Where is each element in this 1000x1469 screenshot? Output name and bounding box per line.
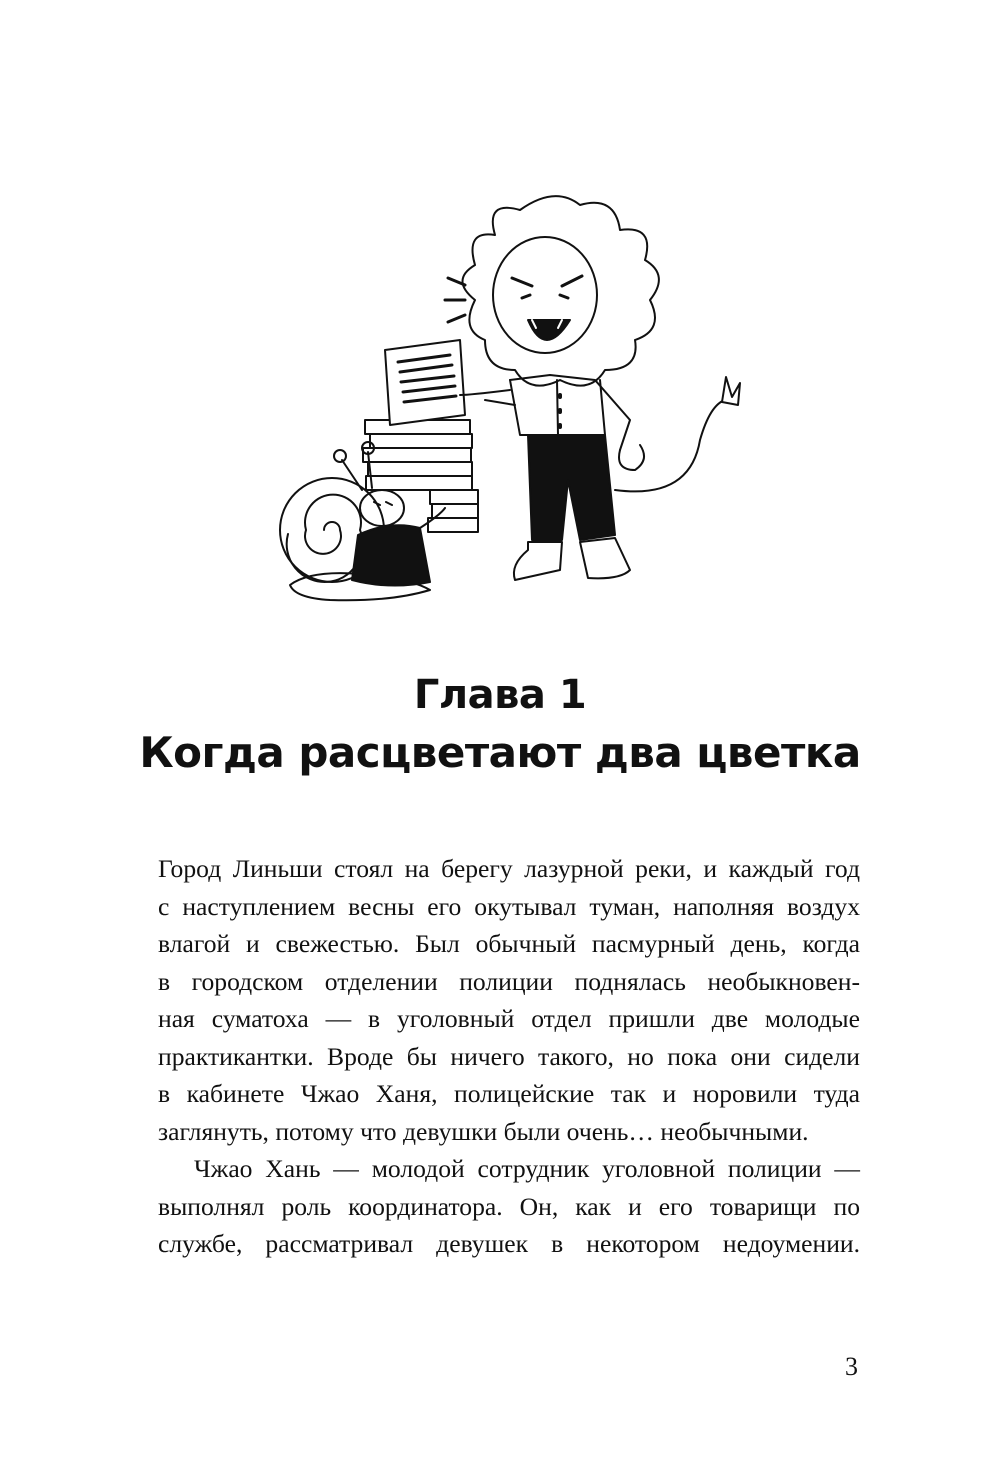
- text-line: ная суматоха — в уголовный отдел пришли две молодые: [158, 1004, 860, 1033]
- chapter-title: Когда расцветают два цветка: [139, 728, 861, 777]
- paragraph: [158, 1150, 860, 1263]
- text-line: в кабинете Чжао Ханя, полицейские так и норовили туда: [158, 1079, 860, 1108]
- lion-snail-icon: [270, 190, 750, 620]
- chapter-number: Глава 1: [413, 672, 587, 718]
- text-line: заглянуть, потому что девушки были очень… необычными.: [158, 1116, 809, 1146]
- text-line: с наступлением весны его окутывал туман, наполняя воздух: [158, 891, 860, 921]
- text-line: выполнял роль координатора. Он, как и его товарищи по: [158, 1191, 860, 1221]
- text-line: Чжао Хань — молодой сотрудник уголовной полиции —: [194, 1154, 860, 1183]
- chapter-illustration: [270, 190, 750, 620]
- text-line: службе, рассматривал девушек в некотором недоумении.: [158, 1229, 860, 1258]
- body-text: [158, 850, 860, 1263]
- text-line: влагой и свежестью. Был обычный пасмурный день, когда: [158, 929, 860, 958]
- text-line: Город Линьши стоял на берегу лазурной реки, и каждый год: [158, 854, 860, 883]
- text-line: практикантки. Вроде бы ничего такого, но пока они сидели: [158, 1041, 860, 1071]
- paragraph: [158, 850, 860, 1150]
- text-line: в городском отделении полиции поднялась необыкновен-: [158, 966, 860, 996]
- page-number: 3: [845, 1352, 858, 1381]
